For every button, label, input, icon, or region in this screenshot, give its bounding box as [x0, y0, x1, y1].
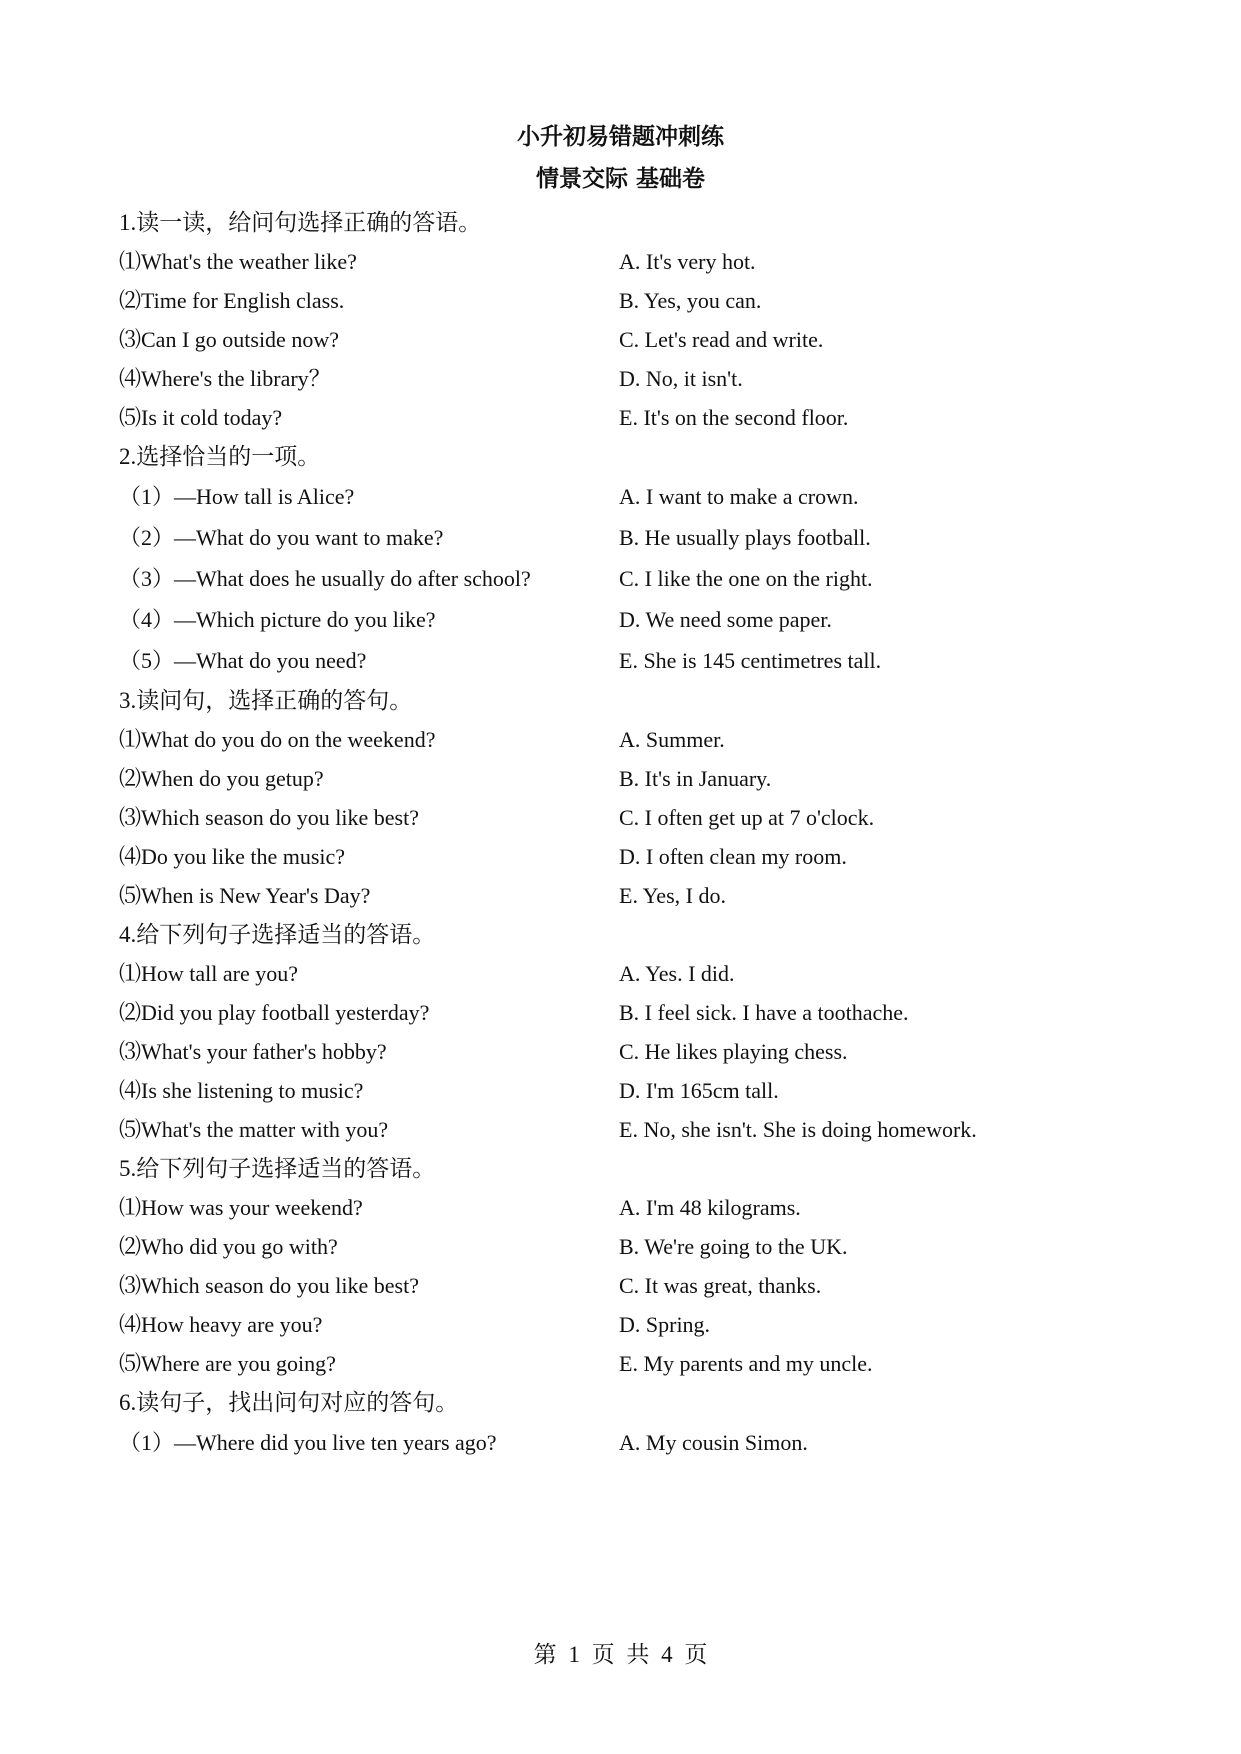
exercise-item: [119, 517, 1129, 558]
answer-option: A. My cousin Simon.: [619, 1430, 808, 1455]
answer-option: D. I often clean my room.: [619, 844, 847, 869]
section-heading: 2.选择恰当的一项。: [119, 444, 321, 469]
exercise-item: [119, 798, 1129, 837]
section-heading: 4.给下列句子选择适当的答语。: [119, 922, 436, 947]
exercise-item: [119, 1266, 1129, 1305]
document-title: 小升初易错题冲刺练: [517, 124, 724, 150]
answer-option: A. Yes. I did.: [619, 961, 735, 986]
exercise-item: [119, 1188, 1129, 1227]
exercise-item: [119, 1305, 1129, 1344]
question-text: ⑸What's the matter with you?: [119, 1117, 389, 1142]
exercise-item: [119, 320, 1129, 359]
question-text: ⑷Do you like the music?: [119, 844, 346, 869]
answer-option: C. I often get up at 7 o'clock.: [619, 805, 875, 830]
answer-option: E. She is 145 centimetres tall.: [619, 648, 882, 673]
answer-option: A. Summer.: [619, 727, 725, 752]
question-text: （1）—Where did you live ten years ago?: [119, 1430, 497, 1455]
question-text: ⑴How tall are you?: [119, 961, 298, 986]
answer-option: C. It was great, thanks.: [619, 1273, 822, 1298]
answer-option: C. I like the one on the right.: [619, 566, 873, 591]
question-text: ⑵Did you play football yesterday?: [119, 1000, 430, 1025]
exercise-item: [119, 720, 1129, 759]
exercise-item: [119, 993, 1129, 1032]
answer-option: B. I feel sick. I have a toothache.: [619, 1000, 909, 1025]
answer-option: C. Let's read and write.: [619, 327, 824, 352]
answer-option: E. My parents and my uncle.: [619, 1351, 873, 1376]
exercise-item: [119, 1110, 1129, 1149]
question-text: ⑴What do you do on the weekend?: [119, 727, 436, 752]
exercise-item: [119, 476, 1129, 517]
answer-option: E. Yes, I do.: [619, 883, 726, 908]
exercise-item: [119, 281, 1129, 320]
answer-option: D. I'm 165cm tall.: [619, 1078, 779, 1103]
question-text: （2）—What do you want to make?: [119, 525, 444, 550]
answer-option: E. No, she isn't. She is doing homework.: [619, 1117, 977, 1142]
answer-option: A. I want to make a crown.: [619, 484, 859, 509]
answer-option: D. No, it isn't.: [619, 366, 743, 391]
exercise-item: [119, 1422, 1129, 1463]
question-text: （5）—What do you need?: [119, 648, 367, 673]
answer-option: E. It's on the second floor.: [619, 405, 849, 430]
question-text: ⑴How was your weekend?: [119, 1195, 363, 1220]
answer-option: C. He likes playing chess.: [619, 1039, 848, 1064]
answer-option: A. I'm 48 kilograms.: [619, 1195, 801, 1220]
question-text: ⑶What's your father's hobby?: [119, 1039, 387, 1064]
question-text: ⑷How heavy are you?: [119, 1312, 323, 1337]
answer-option: B. Yes, you can.: [619, 288, 762, 313]
exercise-item: [119, 1227, 1129, 1266]
question-text: ⑷Where's the library？: [119, 366, 331, 391]
question-text: ⑶Which season do you like best?: [119, 805, 419, 830]
answer-option: B. It's in January.: [619, 766, 772, 791]
question-text: ⑷Is she listening to music?: [119, 1078, 364, 1103]
question-text: ⑸When is New Year's Day?: [119, 883, 371, 908]
exercise-item: [119, 876, 1129, 915]
exercise-item: [119, 398, 1129, 437]
question-text: ⑶Which season do you like best?: [119, 1273, 419, 1298]
exercise-item: [119, 759, 1129, 798]
question-text: ⑸Is it cold today?: [119, 405, 283, 430]
exercise-content: [119, 203, 1129, 1463]
section-heading: 1.读一读，给问句选择正确的答语。: [119, 210, 482, 235]
page-footer: 第 1 页 共 4 页: [533, 1642, 708, 1667]
answer-option: B. He usually plays football.: [619, 525, 871, 550]
exercise-item: [119, 359, 1129, 398]
question-text: （4）—Which picture do you like?: [119, 607, 436, 632]
exercise-item: [119, 558, 1129, 599]
answer-option: D. We need some paper.: [619, 607, 832, 632]
exercise-item: [119, 1344, 1129, 1383]
question-text: （3）—What does he usually do after school?: [119, 566, 531, 591]
question-text: （1）—How tall is Alice?: [119, 484, 355, 509]
exercise-item: [119, 1032, 1129, 1071]
exercise-item: [119, 599, 1129, 640]
exercise-item: [119, 954, 1129, 993]
answer-option: B. We're going to the UK.: [619, 1234, 848, 1259]
exercise-item: [119, 640, 1129, 681]
answer-option: A. It's very hot.: [619, 249, 756, 274]
question-text: ⑴What's the weather like?: [119, 249, 357, 274]
exercise-item: [119, 242, 1129, 281]
question-text: ⑵When do you getup?: [119, 766, 324, 791]
exercise-item: [119, 1071, 1129, 1110]
section-heading: 3.读问句，选择正确的答句。: [119, 688, 413, 713]
exercise-item: [119, 837, 1129, 876]
answer-option: D. Spring.: [619, 1312, 711, 1337]
question-text: ⑵Time for English class.: [119, 288, 345, 313]
section-heading: 5.给下列句子选择适当的答语。: [119, 1156, 436, 1181]
document-subtitle: 情景交际 基础卷: [535, 166, 705, 192]
question-text: ⑵Who did you go with?: [119, 1234, 338, 1259]
question-text: ⑸Where are you going?: [119, 1351, 336, 1376]
section-heading: 6.读句子，找出问句对应的答句。: [119, 1390, 459, 1415]
question-text: ⑶Can I go outside now?: [119, 327, 339, 352]
